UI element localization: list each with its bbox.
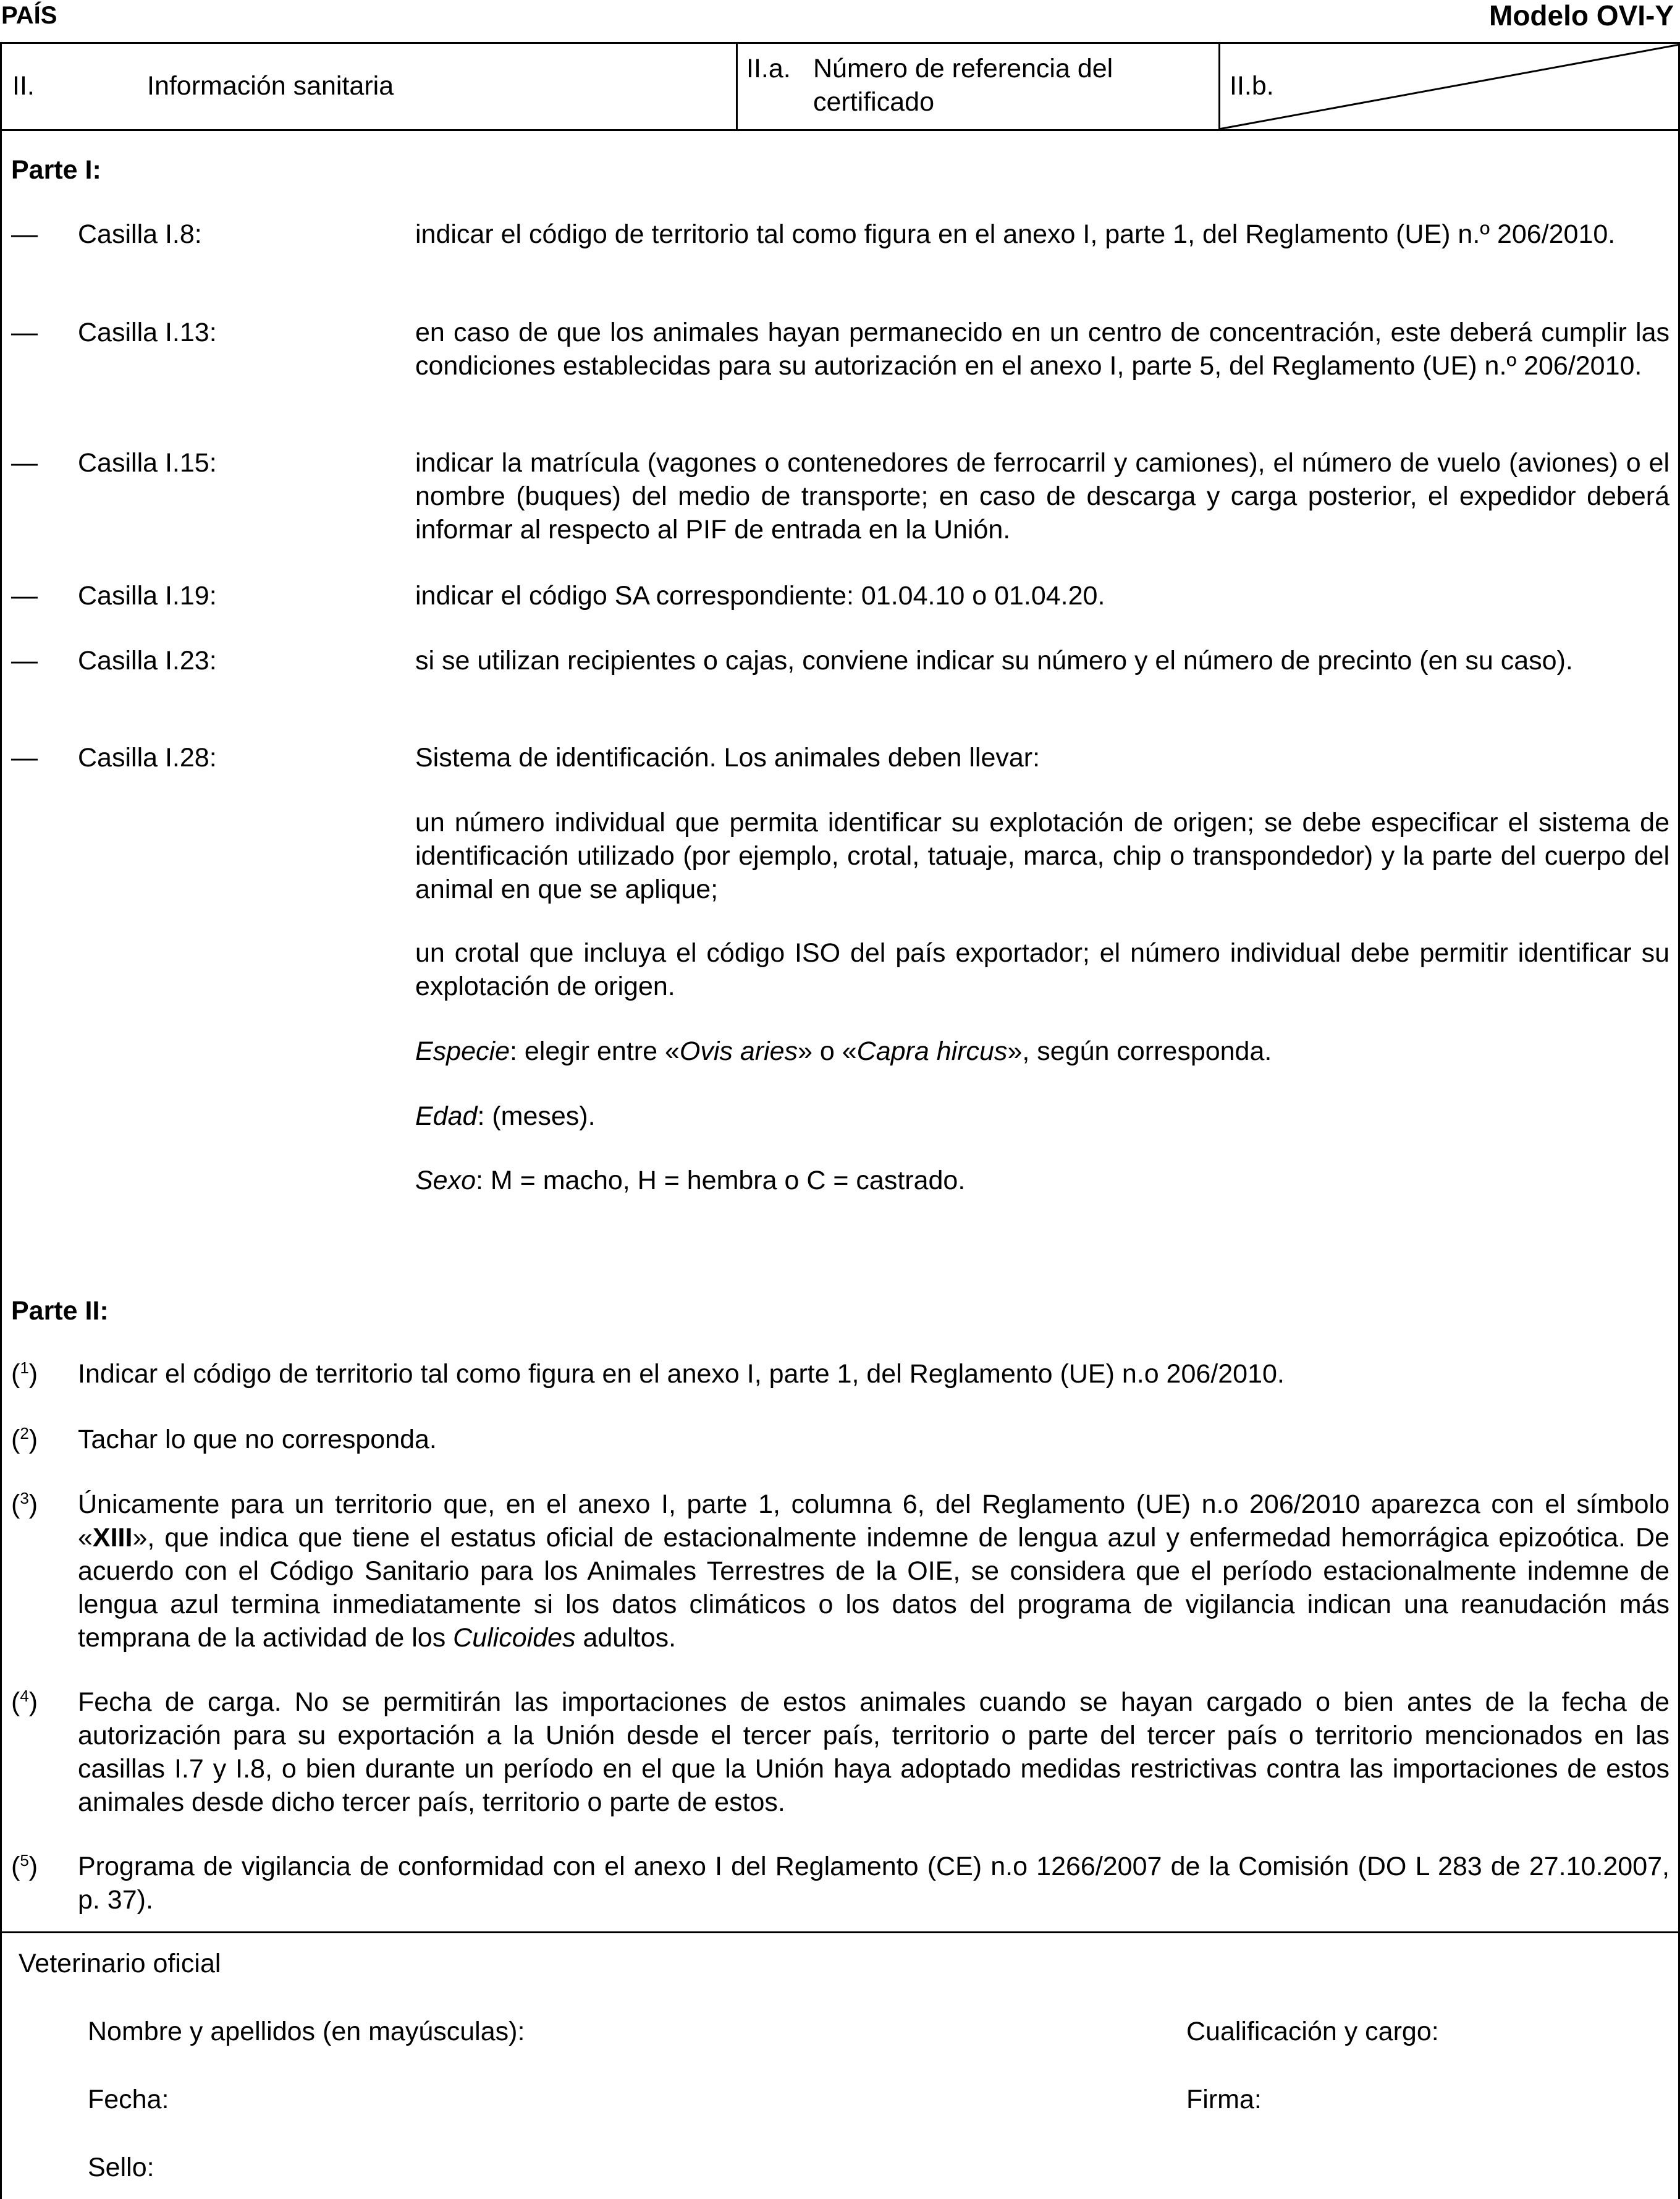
footnote-ref-3: ($^3$) bbox=[11, 1489, 38, 1519]
footnote-ref-5: ($^5$) bbox=[11, 1851, 38, 1881]
signature-title: Veterinario oficial bbox=[19, 1949, 221, 1978]
culicoides-term: Culicoides bbox=[453, 1623, 576, 1653]
edad-label: Edad bbox=[415, 1101, 478, 1131]
country-label: PAÍS bbox=[1, 2, 57, 29]
footnote-3 bbox=[78, 1488, 1669, 1655]
i28-paragraph-1: un número individual que permita identificar su explotación de origen; se debe especificar el sistema de identificación utilizado (por ejemplo, crotal, tatuaje, marca, chip o transpondedor) y la parte del cuerpo del animal en que se aplique; bbox=[415, 808, 1669, 904]
dash-i28: — bbox=[11, 743, 38, 773]
footnote-ref-1: ($^1$) bbox=[11, 1358, 38, 1389]
footnote-num-2: 2 bbox=[20, 1424, 29, 1443]
especie-text-c: » o « bbox=[798, 1036, 857, 1066]
section-title: Información sanitaria bbox=[147, 71, 394, 101]
stamp-label: Sello: bbox=[88, 2153, 154, 2182]
qualification-label: Cualificación y cargo: bbox=[1186, 2017, 1439, 2046]
text-i19: indicar el código SA correspondiente: 01.04.10 o 01.04.20. bbox=[415, 581, 1105, 611]
text-i8: indicar el código de territorio tal como figura en el anexo I, parte 1, del Reglamento (UE) n.º 206/2010. bbox=[415, 219, 1616, 249]
text-i23: si se utilizan recipientes o cajas, conviene indicar su número y el número de precinto (en su caso). bbox=[415, 646, 1573, 676]
sexo-label: Sexo bbox=[415, 1166, 476, 1195]
signature-label: Firma: bbox=[1186, 2085, 1262, 2114]
especie-capra: Capra hircus bbox=[856, 1036, 1008, 1066]
text-i13: en caso de que los animales hayan permanecido en un centro de concentración, este deberá cumplir las condiciones establecidas para su autorización en el anexo I, parte 5, del Reglamento (UE) n.º 206/2010. bbox=[415, 318, 1669, 381]
date-label: Fecha: bbox=[88, 2085, 169, 2114]
text-i15: indicar la matrícula (vagones o contenedores de ferrocarril y camiones), el número de vuelo (aviones) o el nombre (buques) del medio de transporte; en caso de descarga y carga posterior, el expedidor deberá informar al respecto al PIF de entrada en la Unión. bbox=[415, 448, 1669, 544]
text-i28: Sistema de identificación. Los animales deben llevar: bbox=[415, 743, 1041, 773]
footnote-2: Tachar lo que no corresponda. bbox=[78, 1425, 437, 1454]
footnote-1: Indicar el código de territorio tal como figura en el anexo I, parte 1, del Reglamento (UE) n.o 206/2010. bbox=[78, 1359, 1285, 1389]
especie-ovis: Ovis aries bbox=[679, 1036, 798, 1066]
dash-i19: — bbox=[11, 581, 38, 611]
label-i19: Casilla I.19: bbox=[78, 581, 217, 611]
iib-diagonal-line bbox=[1218, 42, 1680, 131]
especie-text-e: », según corresponda. bbox=[1007, 1036, 1272, 1066]
footnote-num-1: 1 bbox=[20, 1358, 29, 1377]
especie-line bbox=[415, 1035, 1669, 1068]
ref-number-label: II.a. bbox=[746, 54, 791, 83]
model-label: Modelo OVI-Y bbox=[1489, 0, 1674, 32]
dash-i13: — bbox=[11, 318, 38, 347]
footnote-num-5: 5 bbox=[20, 1851, 29, 1870]
sexo-text: : M = macho, H = hembra o C = castrado. bbox=[476, 1166, 966, 1195]
label-i28: Casilla I.28: bbox=[78, 743, 217, 773]
dash-i8: — bbox=[11, 219, 38, 249]
part1-title: Parte I: bbox=[11, 155, 101, 185]
edad-text: : (meses). bbox=[477, 1101, 596, 1131]
dash-i15: — bbox=[11, 448, 38, 478]
label-i13: Casilla I.13: bbox=[78, 318, 217, 347]
xiii-symbol: XIII bbox=[92, 1523, 133, 1553]
footnote-ref-2: ($^2$) bbox=[11, 1424, 38, 1454]
footnote-3-text-c: », que indica que tiene el estatus oficial de estacionalmente indemne de lengua azul y enfermedad hemorrágica epizoótica. De acuerdo con el Código Sanitario para los Animales Terrestres de la OIE, se considera que el período estacionalmente indemne de lengua azul termina inmediatamente si los datos climáticos o los datos del programa de vigilancia indican una reanudación más temprana de la actividad de los bbox=[78, 1523, 1669, 1653]
footnote-num-3: 3 bbox=[20, 1489, 29, 1507]
footnote-num-4: 4 bbox=[20, 1687, 29, 1705]
i28-paragraph-2: un crotal que incluya el código ISO del país exportador; el número individual debe permitir identificar su explotación de origen. bbox=[415, 938, 1669, 1001]
part2-title: Parte II: bbox=[11, 1296, 109, 1326]
footnote-3-text-e: adultos. bbox=[575, 1623, 677, 1653]
ref-number-text: Número de referencia del certificado bbox=[813, 54, 1113, 117]
sexo-line bbox=[415, 1164, 1669, 1197]
edad-line bbox=[415, 1100, 1669, 1133]
label-i15: Casilla I.15: bbox=[78, 448, 217, 478]
section-number: II. bbox=[12, 71, 35, 101]
footnote-4: Fecha de carga. No se permitirán las importaciones de estos animales cuando se hayan cargado o bien antes de la fecha de autorización para su exportación a la Unión desde el tercer país, territorio o parte del tercer país o territorio mencionados en las casillas I.7 y I.8, o bien durante un período en el que la Unión haya adoptado medidas restrictivas contra las importaciones de estos animales desde dicho tercer país, territorio o parte de estos. bbox=[78, 1687, 1669, 1817]
signature-divider bbox=[0, 1931, 1680, 1933]
header-col-divider-1 bbox=[736, 42, 738, 131]
footnote-5: Programa de vigilancia de conformidad con el anexo I del Reglamento (CE) n.o 1266/2007 de la Comisión (DO L 283 de 27.10.2007, p. 37). bbox=[78, 1852, 1669, 1915]
label-i23: Casilla I.23: bbox=[78, 646, 217, 676]
dash-i23: — bbox=[11, 646, 38, 676]
label-i8: Casilla I.8: bbox=[78, 219, 202, 249]
iib-label: II.b. bbox=[1230, 71, 1274, 101]
name-label: Nombre y apellidos (en mayúsculas): bbox=[88, 2017, 525, 2046]
especie-text-a: : elegir entre « bbox=[509, 1036, 680, 1066]
footnote-3-text-a: Únicamente para un territorio que, en el anexo I, parte 1, columna 6, del Reglamento (UE) n.o 206/2010 aparezca con el símbolo « bbox=[78, 1489, 1669, 1553]
footnote-ref-4: ($^4$) bbox=[11, 1687, 38, 1717]
especie-label: Especie bbox=[415, 1036, 510, 1066]
